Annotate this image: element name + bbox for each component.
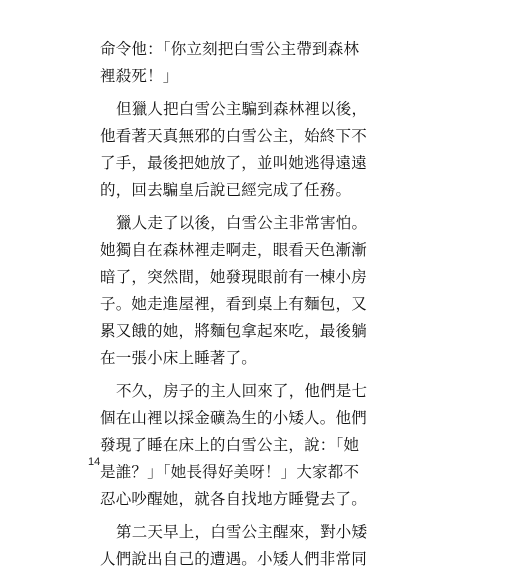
story-text: [100, 36, 418, 573]
text-line-15: 發現了睡在床上的白雪公主，說：「她: [100, 436, 360, 454]
text-line-17: 忍心吵醒她，就各自找地方睡覺去了。: [100, 490, 367, 508]
text-line-4: 他看著天真無邪的白雪公主，始終下不: [100, 127, 367, 145]
page-number: 14: [88, 456, 101, 468]
text-line-9: 暗了，突然間，她發現眼前有一棟小房: [100, 268, 367, 286]
text-line-19: 人們說出自己的遭遇。小矮人們非常同: [100, 550, 367, 568]
text-line-11: 累又餓的她，將麵包拿起來吃，最後躺: [100, 322, 367, 340]
text-line-3: 但獵人把白雪公主騙到森林裡以後，: [116, 100, 368, 118]
text-line-18: 第二天早上，白雪公主醒來，對小矮: [116, 523, 368, 541]
text-line-1: 命令他：「你立刻把白雪公主帶到森林: [100, 40, 360, 58]
text-line-10: 子。她走進屋裡，看到桌上有麵包，又: [100, 295, 367, 313]
text-line-6: 的，回去騙皇后說已經完成了任務。: [100, 181, 352, 199]
text-line-5: 了手，最後把她放了，並叫她逃得遠遠: [100, 154, 367, 172]
text-line-7: 獵人走了以後，白雪公主非常害怕。: [116, 214, 368, 232]
text-line-2: 裡殺死！」: [100, 67, 179, 85]
text-line-14: 個在山裡以採金礦為生的小矮人。他們: [100, 409, 367, 427]
text-line-16: 是誰？」「她長得好美呀！」大家都不: [100, 463, 360, 481]
text-line-12: 在一張小床上睡著了。: [100, 349, 258, 367]
text-line-8: 她獨自在森林裡走啊走，眼看天色漸漸: [100, 241, 367, 259]
text-line-13: 不久，房子的主人回來了，他們是七: [116, 382, 368, 400]
